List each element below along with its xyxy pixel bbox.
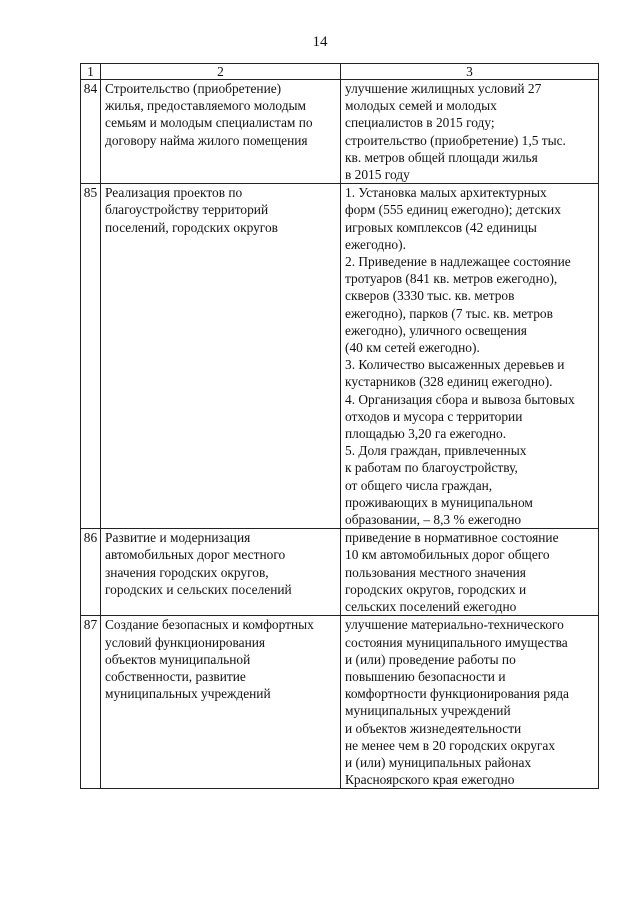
table-row xyxy=(81,80,599,184)
expected-result-line: сельских поселений ежегодно xyxy=(345,599,517,615)
measure-title-line: автомобильных дорог местного xyxy=(105,547,286,563)
measure-title-line: Развитие и модернизация xyxy=(105,530,251,546)
measures-table xyxy=(80,63,599,789)
table-row xyxy=(81,529,599,616)
measure-title-line: Реализация проектов по xyxy=(105,185,243,201)
expected-result-line: к работам по благоустройству, xyxy=(345,460,518,476)
header-col-1: 1 xyxy=(81,64,101,80)
expected-result-line: улучшение материально-технического xyxy=(345,617,564,633)
expected-result-line: 3. Количество высаженных деревьев и xyxy=(345,357,565,373)
measure-title-line: благоустройству территорий xyxy=(105,202,269,218)
measure-title-line: собственности, развитие xyxy=(105,668,246,684)
expected-result-line: от общего числа граждан, xyxy=(345,477,493,493)
expected-result-line: кв. метров общей площади жилья xyxy=(345,149,538,165)
expected-result-line: 4. Организация сбора и вывоза бытовых xyxy=(345,391,575,407)
measure-title-line: поселений, городских округов xyxy=(105,219,278,235)
row-number: 85 xyxy=(81,184,101,529)
expected-result-line: (40 км сетей ежегодно). xyxy=(345,340,480,356)
expected-result-line: 2. Приведение в надлежащее состояние xyxy=(345,254,571,270)
expected-result-line: молодых семей и молодых xyxy=(345,98,497,114)
measure-title-line: городских и сельских поселений xyxy=(105,581,292,597)
expected-result-line: тротуаров (841 кв. метров ежегодно), xyxy=(345,271,558,287)
expected-result-line: и объектов жизнедеятельности xyxy=(345,720,522,736)
measure-title xyxy=(101,184,341,529)
expected-result-line: специалистов в 2015 году; xyxy=(345,115,495,131)
measure-title-line: условий функционирования xyxy=(105,634,266,650)
expected-result-line: кустарников (328 единиц ежегодно). xyxy=(345,374,553,390)
measure-title-line: Строительство (приобретение) xyxy=(105,81,282,96)
expected-result-line: образовании, – 8,3 % ежегодно xyxy=(345,512,522,528)
table-row xyxy=(81,616,599,789)
expected-result-line: и (или) муниципальных районах xyxy=(345,754,532,770)
expected-result-line: скверов (3330 тыс. кв. метров xyxy=(345,288,515,304)
expected-result-line: в 2015 году xyxy=(345,167,410,183)
measure-title-line: семьям и молодым специалистам по xyxy=(105,115,313,131)
header-row xyxy=(81,64,599,80)
measure-title-line: муниципальных учреждений xyxy=(105,686,271,702)
expected-result-line: городских округов, городских и xyxy=(345,581,527,597)
row-number: 86 xyxy=(81,529,101,616)
page-number: 14 xyxy=(312,34,328,50)
expected-result-line: муниципальных учреждений xyxy=(345,703,511,719)
measure-title xyxy=(101,616,341,789)
expected-result-line: Красноярского края ежегодно xyxy=(345,772,515,788)
measure-title xyxy=(101,80,341,184)
header-col-2: 2 xyxy=(101,64,341,80)
expected-result-line: 1. Установка малых архитектурных xyxy=(345,185,547,201)
table-row xyxy=(81,184,599,529)
expected-result-line: и (или) проведение работы по xyxy=(345,651,516,667)
measure-title-line: Создание безопасных и комфортных xyxy=(105,617,314,633)
expected-result-line: 5. Доля граждан, привлеченных xyxy=(345,443,527,459)
expected-result-line: ежегодно), уличного освещения xyxy=(345,322,527,338)
expected-result-line: не менее чем в 20 городских округах xyxy=(345,737,556,753)
expected-result-line: улучшение жилищных условий 27 xyxy=(345,81,542,96)
expected-result-line: приведение в нормативное состояние xyxy=(345,530,559,546)
expected-result xyxy=(341,184,599,529)
expected-result-line: комфортности функционирования ряда xyxy=(345,686,569,702)
row-number: 87 xyxy=(81,616,101,789)
measure-title-line: жилья, предоставляемого молодым xyxy=(105,98,307,114)
measure-title xyxy=(101,529,341,616)
expected-result-line: проживающих в муниципальном xyxy=(345,494,533,510)
expected-result-line: повышению безопасности и xyxy=(345,668,506,684)
expected-result-line: форм (555 единиц ежегодно); детских xyxy=(345,202,561,218)
expected-result-line: 10 км автомобильных дорог общего xyxy=(345,547,550,563)
measure-title-line: договору найма жилого помещения xyxy=(105,132,308,148)
expected-result-line: отходов и мусора с территории xyxy=(345,408,523,424)
expected-result-line: ежегодно). xyxy=(345,236,406,252)
expected-result-line: состояния муниципального имущества xyxy=(345,634,568,650)
expected-result-line: ежегодно), парков (7 тыс. кв. метров xyxy=(345,305,553,321)
expected-result xyxy=(341,80,599,184)
header-col-3: 3 xyxy=(341,64,599,80)
expected-result-line: игровых комплексов (42 единицы xyxy=(345,219,537,235)
expected-result xyxy=(341,529,599,616)
expected-result xyxy=(341,616,599,789)
measure-title-line: объектов муниципальной xyxy=(105,651,251,667)
expected-result-line: строительство (приобретение) 1,5 тыс. xyxy=(345,132,566,148)
row-number: 84 xyxy=(81,80,101,184)
measure-title-line: значения городских округов, xyxy=(105,564,269,580)
expected-result-line: площадью 3,20 га ежегодно. xyxy=(345,426,507,442)
expected-result-line: пользования местного значения xyxy=(345,564,526,580)
